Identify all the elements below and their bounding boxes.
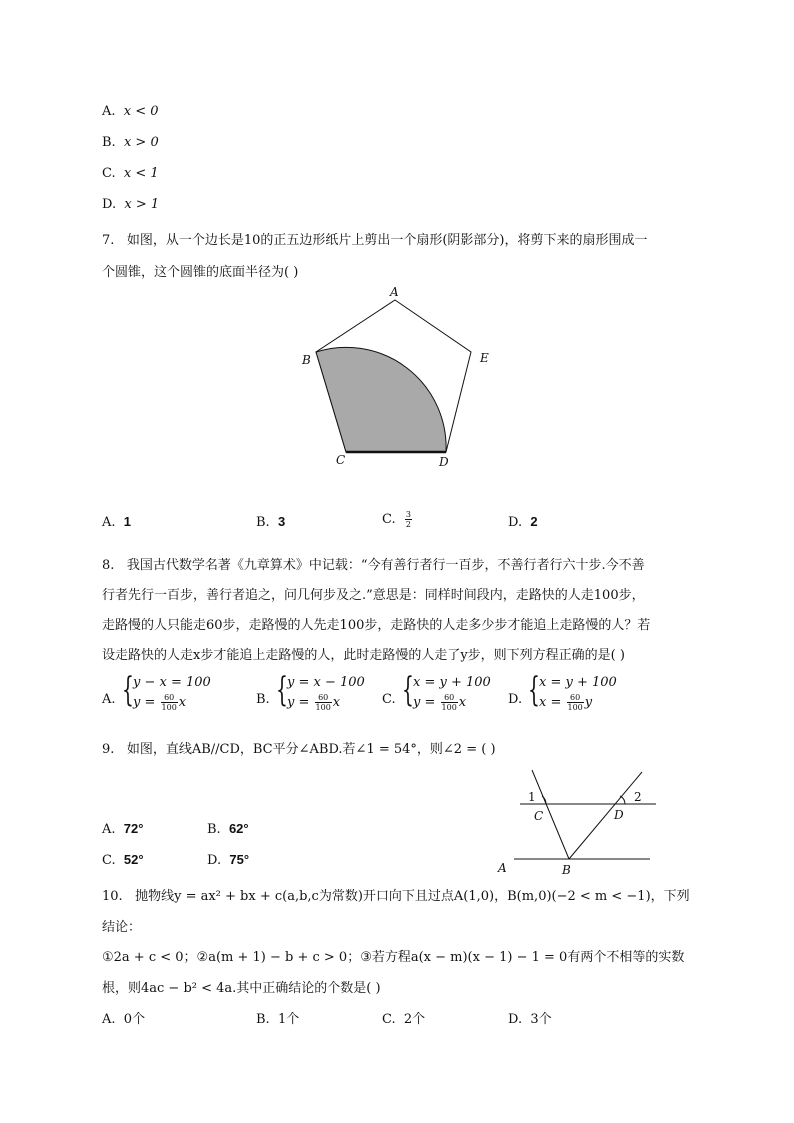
option-value: 2个	[403, 1012, 426, 1027]
fraction	[315, 693, 332, 712]
q8-stem-line1	[102, 554, 645, 573]
brace: {	[402, 670, 414, 710]
point-label-b: B	[562, 863, 571, 876]
question-text: 走路慢的人只能走60步，走路慢的人先走100步，走路快的人走多少步才能追上走路慢的人？若	[102, 618, 651, 633]
q9-option-c	[102, 852, 144, 868]
question-text: 设走路快的人走x步才能追上走路慢的人，此时走路慢的人走了y步，则下列方程正确的是( )	[102, 648, 625, 663]
q6-option-a	[102, 104, 159, 119]
option-label: C.	[102, 853, 116, 868]
q8-option-b-label: B.	[256, 692, 270, 707]
option-value: 1个	[277, 1012, 300, 1027]
vertex-label-a: A	[390, 285, 399, 299]
option-value: 2	[530, 514, 538, 529]
q7-stem-line1	[102, 229, 648, 248]
q9-option-a	[102, 821, 143, 837]
q10-option-c	[382, 1008, 425, 1027]
option-value: 3个	[530, 1012, 552, 1027]
option-label: C.	[102, 166, 116, 181]
equation-1: x = y + 100	[539, 675, 617, 690]
fraction	[567, 693, 584, 712]
option-label: B.	[256, 515, 270, 530]
fraction-numerator: 60	[567, 693, 584, 703]
q7-option-c	[382, 510, 413, 529]
option-label: D.	[207, 853, 222, 868]
option-text: x < 1	[123, 166, 159, 181]
fraction-denominator: 100	[567, 703, 583, 712]
fraction-numerator: 60	[161, 693, 178, 703]
equation-2-lhs: y =	[133, 695, 156, 710]
angle-label-1: 1	[528, 790, 536, 804]
q10-stem-line4	[102, 977, 381, 996]
equation-2-var: x	[458, 695, 467, 710]
q10-stem-line2	[102, 916, 141, 935]
question-text: 如图，直线AB//CD，BC平分∠ABD.若∠1 = 54°，则∠2 = ( )	[126, 742, 496, 757]
segment-bd-extended	[569, 772, 642, 859]
q10-option-b	[256, 1008, 299, 1027]
q8-option-a-label: A.	[102, 692, 116, 707]
equation-2-var: x	[178, 695, 187, 710]
option-text: x > 0	[123, 135, 159, 150]
q7-option-b	[256, 514, 285, 530]
fraction-numerator: 60	[315, 693, 332, 703]
brace: {	[528, 670, 540, 710]
equation-1: y = x − 100	[287, 675, 365, 690]
fraction-denominator: 2	[405, 520, 411, 529]
question-text: 如图，从一个边长是10的正五边形纸片上剪出一个扇形(阴影部分)，将剪下来的扇形围成一	[126, 233, 648, 248]
option-value: 72°	[123, 821, 144, 836]
vertex-label-e: E	[480, 351, 489, 365]
q6-option-d	[102, 197, 159, 212]
point-label-d: D	[614, 808, 624, 822]
shaded-sector	[316, 347, 446, 452]
question-text: 结论：	[102, 920, 142, 935]
equation-2-lhs: x =	[539, 695, 562, 710]
option-label: A.	[102, 1012, 116, 1027]
q10-option-a	[102, 1008, 145, 1027]
equation-2-lhs: y =	[287, 695, 310, 710]
option-label: B.	[207, 822, 221, 837]
q7-option-a	[102, 514, 131, 530]
question-text: 行者先行一百步，善行者追之，问几何步及之.”意思是：同样时间段内，走路快的人走100步，	[102, 588, 645, 603]
question-text: 根，则4ac − b² < 4a.其中正确结论的个数是( )	[102, 981, 381, 996]
option-value: 62°	[228, 821, 249, 836]
q8-stem-line3	[102, 614, 650, 633]
option-label: B.	[256, 1012, 270, 1027]
q9-option-d	[207, 852, 249, 868]
option-label: D.	[102, 197, 117, 212]
point-label-a: A	[498, 861, 507, 875]
option-value: 1	[123, 514, 132, 529]
question-number: 10.	[102, 889, 123, 904]
fraction-numerator: 60	[441, 693, 458, 703]
fraction-numerator: 3	[405, 510, 411, 519]
option-text: x > 1	[124, 197, 160, 212]
fraction	[405, 510, 412, 529]
option-label: B.	[102, 135, 116, 150]
q10-option-d	[508, 1008, 552, 1027]
option-label: C.	[382, 1012, 396, 1027]
q7-option-d	[508, 514, 538, 530]
fraction-denominator: 100	[315, 703, 331, 712]
pentagon-figure	[296, 282, 506, 472]
option-label: D.	[508, 1012, 523, 1027]
option-label: A.	[102, 515, 116, 530]
q9-option-b	[207, 821, 249, 837]
q7-stem-line2	[102, 261, 298, 280]
q6-option-b	[102, 135, 159, 150]
brace: {	[122, 670, 134, 710]
fraction-denominator: 100	[161, 703, 177, 712]
q8-option-c-label: C.	[382, 692, 396, 707]
option-value: 75°	[229, 852, 250, 867]
vertex-label-b: B	[302, 353, 311, 367]
option-label: D.	[508, 515, 523, 530]
q6-option-c	[102, 166, 159, 181]
option-label: C.	[382, 512, 396, 527]
equation-1: x = y + 100	[413, 675, 491, 690]
fraction	[441, 693, 458, 712]
question-number: 8.	[102, 558, 115, 573]
vertex-label-d: D	[439, 455, 449, 469]
option-text: x < 0	[123, 104, 159, 119]
angle-label-2: 2	[634, 790, 642, 804]
q8-stem-line4	[102, 644, 625, 663]
question-text: 个圆锥，这个圆锥的底面半径为( )	[102, 265, 299, 280]
point-label-c: C	[534, 809, 544, 823]
question-number: 9.	[102, 742, 115, 757]
q8-option-d-label: D.	[508, 692, 523, 707]
option-value: 52°	[123, 852, 144, 867]
equation-1: y − x = 100	[133, 675, 211, 690]
option-label: A.	[102, 822, 116, 837]
vertex-label-c: C	[336, 453, 346, 467]
option-label: A.	[102, 104, 116, 119]
parallel-lines-figure	[494, 766, 664, 876]
q8-stem-line2	[102, 584, 645, 603]
question-text: ①2a + c < 0；②a(m + 1) − b + c > 0；③若方程a(x − m)(x − 1) − 1 = 0有两个不相等的实数	[102, 950, 685, 965]
q9-stem	[102, 738, 496, 757]
fraction-denominator: 100	[441, 703, 457, 712]
q10-stem-line1	[102, 885, 690, 904]
option-value: 0个	[123, 1012, 146, 1027]
question-text: 我国古代数学名著《九章算术》中记载：“今有善行者行一百步，不善行者行六十步.今不善	[126, 558, 645, 573]
brace: {	[276, 670, 288, 710]
fraction	[161, 693, 178, 712]
question-text: 抛物线y = ax² + bx + c(a,b,c为常数)开口向下且过点A(1,0)，B(m,0)(−2 < m < −1)，下列	[135, 889, 690, 904]
q10-stem-line3	[102, 946, 684, 965]
option-value: 3	[277, 514, 286, 529]
equation-2-var: x	[332, 695, 341, 710]
equation-2-var: y	[584, 695, 593, 710]
question-number: 7.	[102, 233, 115, 248]
equation-2-lhs: y =	[413, 695, 436, 710]
